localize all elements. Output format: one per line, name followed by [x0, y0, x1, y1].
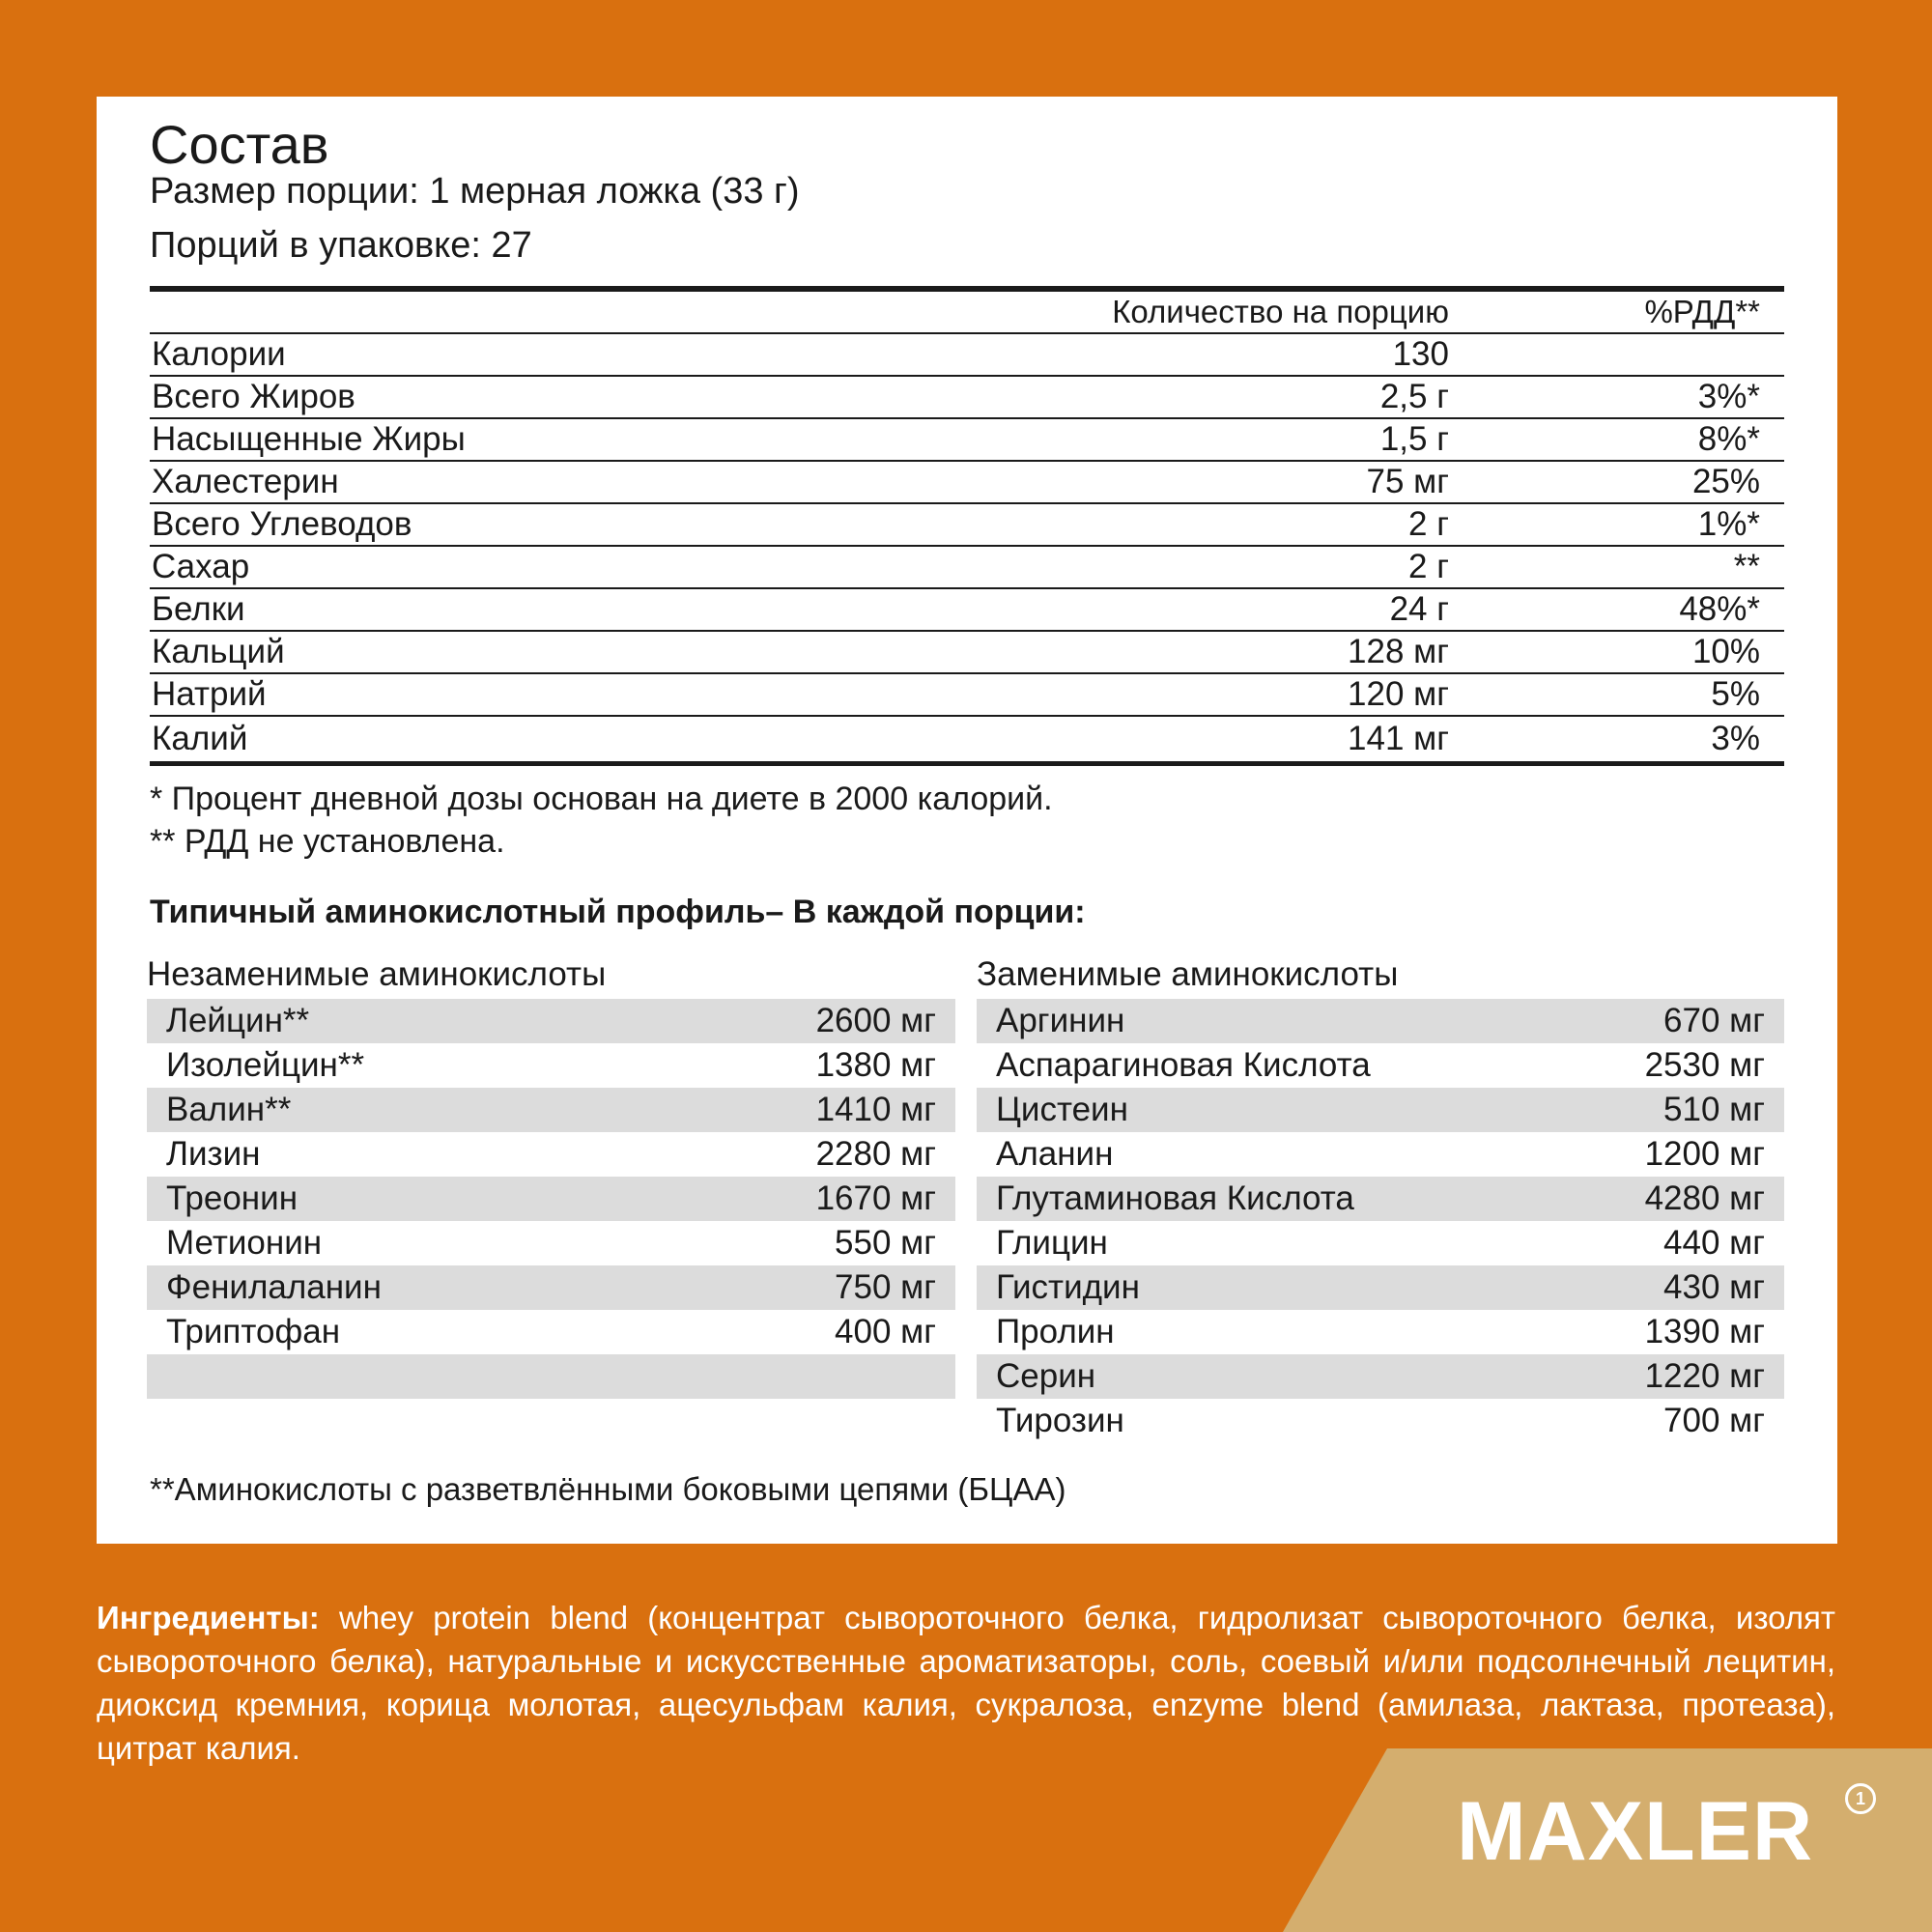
- nutrient-amount: 141 мг: [1348, 720, 1449, 757]
- amino-value: 1670 мг: [815, 1179, 936, 1217]
- nonessential-amino-rows: [977, 999, 1784, 1443]
- amino-row-empty: [147, 1354, 955, 1399]
- nonessential-amino-column: [977, 951, 1784, 1443]
- amino-name: Серин: [996, 1357, 1096, 1395]
- nutrition-row: [150, 419, 1784, 462]
- nutrient-dv: 25%: [1691, 463, 1760, 500]
- amino-row: [147, 1221, 955, 1265]
- nutrient-name: Сахар: [152, 548, 250, 585]
- amino-row: [147, 1265, 955, 1310]
- amino-value: 670 мг: [1663, 1002, 1765, 1039]
- amino-row: [977, 1399, 1784, 1443]
- nutrient-amount: 2,5 г: [1379, 378, 1449, 415]
- nutrient-name: Всего Жиров: [152, 378, 355, 415]
- amino-profile-title: Типичный аминокислотный профиль– В каждой порции:: [150, 894, 1086, 930]
- nutrient-name: Натрий: [152, 675, 267, 713]
- amino-value: 4280 мг: [1644, 1179, 1765, 1217]
- maxler-logo: MAXLER: [1457, 1785, 1814, 1878]
- amino-row: [147, 1310, 955, 1354]
- nutrient-amount: 2 г: [1408, 548, 1449, 585]
- nutrient-dv: 5%: [1711, 675, 1760, 713]
- ingredients-paragraph: [97, 1596, 1835, 1770]
- nutrient-dv: 48%*: [1679, 590, 1760, 628]
- nutrient-amount: 1,5 г: [1379, 420, 1449, 458]
- nutrition-row: [150, 334, 1784, 377]
- amino-row: [977, 1265, 1784, 1310]
- composition-title: Состав: [150, 114, 329, 175]
- amino-value: 1220 мг: [1644, 1357, 1765, 1395]
- amino-value: 1380 мг: [815, 1046, 936, 1084]
- amino-value: 2280 мг: [815, 1135, 936, 1173]
- composition-panel: [97, 97, 1837, 1544]
- footnote-dv: * Процент дневной дозы основан на диете в 2000 калорий.: [150, 781, 1053, 817]
- amino-name: Аланин: [996, 1135, 1114, 1173]
- nutrition-table: [150, 286, 1784, 766]
- amino-name: Тирозин: [996, 1402, 1124, 1439]
- amino-name: Лейцин**: [166, 1002, 310, 1039]
- amino-row: [977, 1177, 1784, 1221]
- amino-value: 2600 мг: [815, 1002, 936, 1039]
- servings-per-container: Порций в упаковке: 27: [150, 225, 532, 266]
- nutrient-dv: 3%*: [1697, 378, 1760, 415]
- logo-circle-mark: 1: [1845, 1783, 1876, 1814]
- footnote-rdd: ** РДД не установлена.: [150, 823, 505, 860]
- amino-name: Лизин: [166, 1135, 261, 1173]
- nutrition-row: [150, 632, 1784, 674]
- nutrient-name: Калий: [152, 720, 248, 757]
- amino-row: [147, 999, 955, 1043]
- amino-value: 1200 мг: [1644, 1135, 1765, 1173]
- amino-name: Фенилаланин: [166, 1268, 382, 1306]
- amino-value: 1390 мг: [1644, 1313, 1765, 1350]
- ingredients-label: Ингредиенты:: [97, 1600, 320, 1635]
- serving-size: Размер порции: 1 мерная ложка (33 г): [150, 171, 800, 212]
- amino-row: [977, 1088, 1784, 1132]
- amino-value: 440 мг: [1663, 1224, 1765, 1262]
- amino-name: Гистидин: [996, 1268, 1140, 1306]
- nutrient-amount: 2 г: [1408, 505, 1449, 543]
- nutrient-name: Насыщенные Жиры: [152, 420, 466, 458]
- bcaa-footnote: **Аминокислоты с разветвлёнными боковыми цепями (БЦАА): [150, 1471, 1066, 1507]
- amino-row: [147, 1132, 955, 1177]
- amino-name: Цистеин: [996, 1091, 1128, 1128]
- nutrition-row: [150, 377, 1784, 419]
- header-dv: %РДД**: [1644, 294, 1760, 329]
- amino-value: 2530 мг: [1644, 1046, 1765, 1084]
- amino-value: 700 мг: [1663, 1402, 1765, 1439]
- amino-name: Триптофан: [166, 1313, 341, 1350]
- nutrient-name: Калории: [152, 335, 286, 373]
- nutrition-row: [150, 674, 1784, 717]
- nutrient-name: Кальций: [152, 633, 285, 670]
- essential-amino-rows: [147, 999, 955, 1399]
- nutrition-row: [150, 717, 1784, 766]
- nutrient-dv: 1%*: [1697, 505, 1760, 543]
- nutrition-row: [150, 462, 1784, 504]
- amino-name: Аспарагиновая Кислота: [996, 1046, 1371, 1084]
- amino-name: Метионин: [166, 1224, 323, 1262]
- nutrient-dv: 10%: [1691, 633, 1760, 670]
- nonessential-amino-heading: Заменимые аминокислоты: [977, 955, 1399, 993]
- nutrient-amount: 120 мг: [1348, 675, 1449, 713]
- amino-row: [977, 1354, 1784, 1399]
- amino-name: Глутаминовая Кислота: [996, 1179, 1354, 1217]
- amino-row: [147, 1177, 955, 1221]
- nutrient-amount: 24 г: [1389, 590, 1449, 628]
- nutrition-rows: [150, 334, 1784, 766]
- amino-row: [977, 1132, 1784, 1177]
- nutrient-dv: 3%: [1711, 720, 1760, 757]
- amino-name: Пролин: [996, 1313, 1115, 1350]
- nutrient-dv: **: [1733, 548, 1760, 585]
- nutrient-amount: 75 мг: [1366, 463, 1449, 500]
- amino-row: [977, 1221, 1784, 1265]
- nutrition-header-row: [150, 292, 1784, 334]
- amino-value: 400 мг: [835, 1313, 936, 1350]
- nutrient-name: Белки: [152, 590, 245, 628]
- nutrient-dv: 8%*: [1697, 420, 1760, 458]
- amino-value: 1410 мг: [815, 1091, 936, 1128]
- amino-row: [977, 999, 1784, 1043]
- nutrition-row: [150, 547, 1784, 589]
- amino-row: [147, 1043, 955, 1088]
- amino-value: 510 мг: [1663, 1091, 1765, 1128]
- amino-value: 750 мг: [835, 1268, 936, 1306]
- ingredients-text: whey protein blend (концентрат сывороточного белка, гидролизат сывороточного белка, изолят сывороточного белка), натуральные и искусственные ароматизаторы, соль, соевый и/или подсолнечный лецитин, диоксид кремния, корица молотая, ацесульфам калия, сукралоза, enzyme blend (амилаза, лактаза, протеаза), цитрат калия.: [97, 1600, 1835, 1766]
- amino-value: 430 мг: [1663, 1268, 1765, 1306]
- amino-row: [977, 1043, 1784, 1088]
- nutrient-name: Всего Углеводов: [152, 505, 412, 543]
- nutrition-row: [150, 589, 1784, 632]
- nutrient-name: Халестерин: [152, 463, 339, 500]
- amino-value: 550 мг: [835, 1224, 936, 1262]
- nutrition-row: [150, 504, 1784, 547]
- header-amount: Количество на порцию: [1112, 294, 1449, 329]
- amino-name: Глицин: [996, 1224, 1108, 1262]
- essential-amino-column: [147, 951, 955, 1399]
- amino-name: Аргинин: [996, 1002, 1125, 1039]
- amino-name: Валин**: [166, 1091, 292, 1128]
- essential-amino-heading: Незаменимые аминокислоты: [147, 955, 607, 993]
- amino-name: Изолейцин**: [166, 1046, 365, 1084]
- nutrient-amount: 130: [1392, 335, 1449, 373]
- amino-row: [977, 1310, 1784, 1354]
- nutrient-amount: 128 мг: [1348, 633, 1449, 670]
- amino-row: [147, 1088, 955, 1132]
- amino-name: Треонин: [166, 1179, 298, 1217]
